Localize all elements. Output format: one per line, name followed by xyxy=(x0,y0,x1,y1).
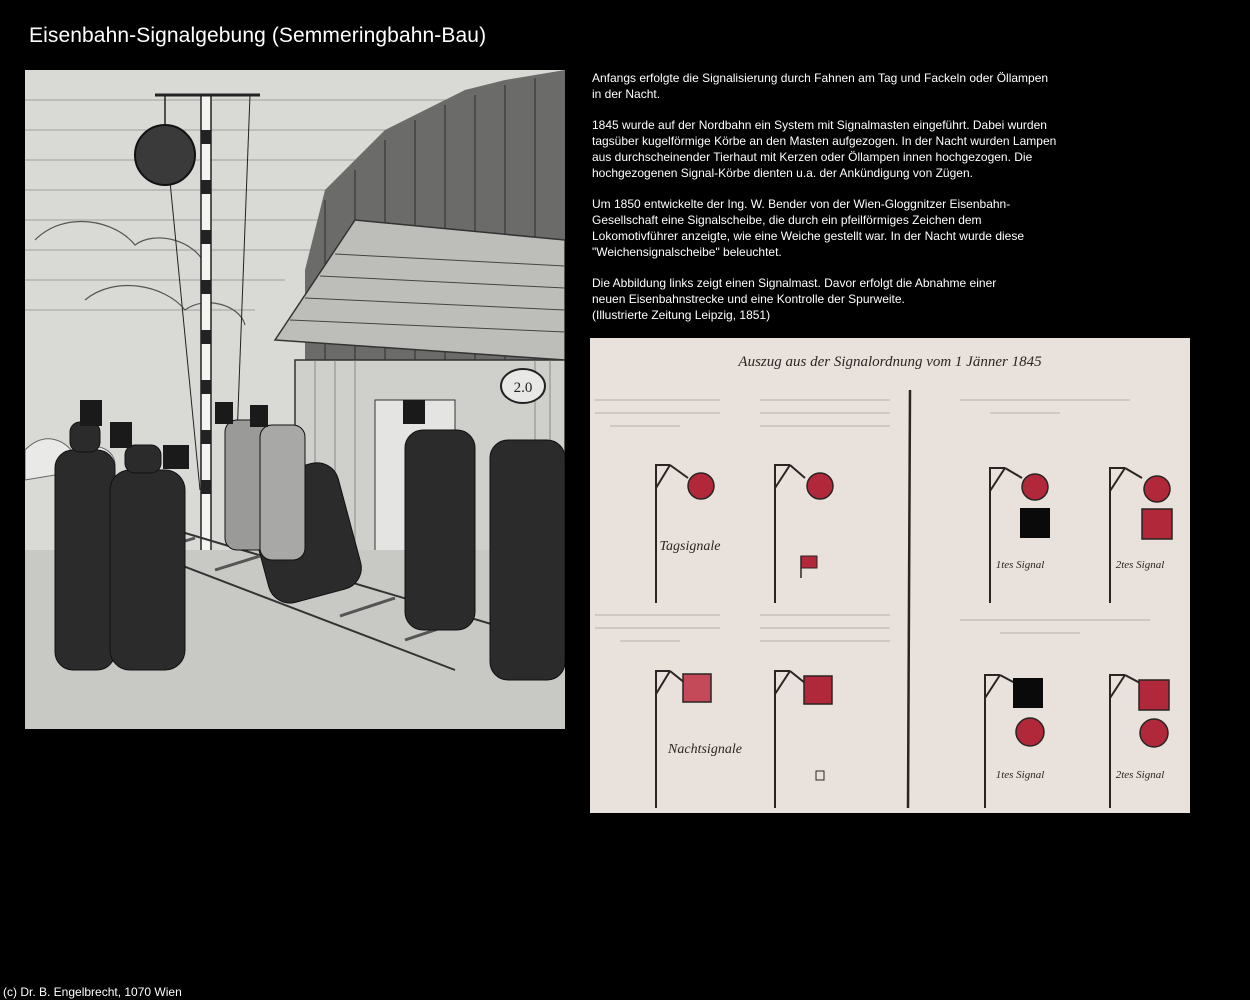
copyright-footer: (c) Dr. B. Engelbrecht, 1070 Wien xyxy=(3,985,182,999)
signboard-number: 2.0 xyxy=(513,380,533,396)
paragraph-1: Anfangs erfolgte die Signalisierung durch Fahnen am Tag und Fackeln oder Öllampen in der Nacht. xyxy=(592,71,1049,101)
red-ball-signal xyxy=(1016,718,1044,746)
label-nachtsignale: Nachtsignale xyxy=(668,742,742,757)
signal-regulation-document xyxy=(590,338,1190,813)
lamp-signal xyxy=(683,674,711,702)
signal-mast-engraving xyxy=(25,70,565,729)
signal-ball xyxy=(135,125,195,185)
description-text xyxy=(592,70,1062,338)
red-ball-signal xyxy=(807,473,833,499)
paragraph-3: Um 1850 entwickelte der Ing. W. Bender von der Wien-Gloggnitzer Eisenbahn- Gesellschaft eine Signalscheibe, die durch ein pfeilförmiges Zeichen dem Lokomotivführer anzeigte, wie eine Weiche gestellt war. In der Nacht wurde diese "Weichensignalscheibe" beleuchtet. xyxy=(592,197,1025,259)
red-ball-signal xyxy=(688,473,714,499)
engraving-illustration xyxy=(25,70,565,729)
red-square-signal xyxy=(1142,509,1172,539)
red-square-signal xyxy=(1139,680,1169,710)
label-signal-2-top: 2tes Signal xyxy=(1115,559,1165,571)
paragraph-4: Die Abbildung links zeigt einen Signalmast. Davor erfolgt die Abnahme einer neuen Eisenbahnstrecke und eine Kontrolle der Spurweite. (Illustrierte Zeitung Leipzig, 1851) xyxy=(592,276,997,322)
black-square-signal xyxy=(1020,508,1050,538)
label-signal-2-bottom: 2tes Signal xyxy=(1115,769,1165,781)
red-ball-signal xyxy=(1022,474,1048,500)
red-ball-signal xyxy=(1140,719,1168,747)
page-title: Eisenbahn-Signalgebung (Semmeringbahn-Bau) xyxy=(29,24,487,47)
label-signal-1-bottom: 1tes Signal xyxy=(995,769,1045,781)
label-signal-1-top: 1tes Signal xyxy=(995,559,1045,571)
document-heading: Auszug aus der Signalordnung vom 1 Jänner 1845 xyxy=(738,354,1042,370)
red-ball-signal xyxy=(1144,476,1170,502)
red-flag-signal xyxy=(801,556,817,568)
lamp-signal xyxy=(804,676,832,704)
paragraph-2: 1845 wurde auf der Nordbahn ein System mit Signalmasten eingeführt. Dabei wurden tagsüber kugelförmige Körbe an den Masten aufgezogen. In der Nacht wurden Lampen aus durchscheinender Tierhaut mit Kerzen oder Öllampen innen hochgezogen. Die hochgezogenen Signal-Körbe dienten u.a. der Ankündigung von Zügen. xyxy=(592,118,1057,180)
black-square-signal xyxy=(1013,678,1043,708)
label-tagsignale: Tagsignale xyxy=(659,539,721,554)
signal-chart xyxy=(590,338,1190,813)
small-lamp-signal xyxy=(816,771,824,780)
